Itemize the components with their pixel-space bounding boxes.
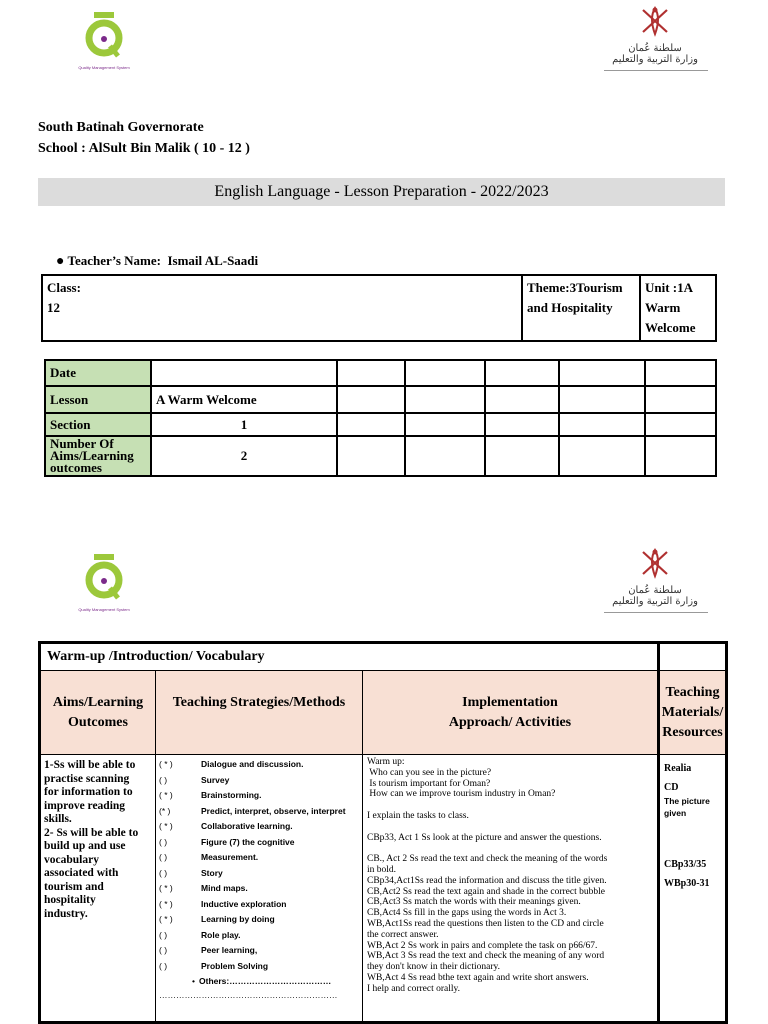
ministry-name-1b: سلطنة عُمان: [628, 585, 682, 596]
strategy-label: Figure (7) the cognitive: [201, 836, 295, 847]
aims-list: [44, 759, 152, 921]
implementation-line: CB., Act 2 Ss read the text and check the meaning of the words: [367, 854, 608, 865]
implementation-line: CBp34,Act1Ss read the information and discuss the title given.: [367, 875, 607, 886]
col-mat-3: Resources: [662, 724, 723, 740]
implementation-line: in bold.: [367, 864, 397, 875]
unit-line-3: Welcome: [645, 320, 696, 335]
stage-title: Warm-up /Introduction/ Vocabulary: [40, 643, 659, 671]
lesson-plan-table: [38, 641, 728, 1024]
implementation-line: [367, 800, 653, 811]
col-aims-header: [40, 671, 156, 755]
ministry-name-1: سلطنة عُمان: [628, 43, 682, 54]
unit-line-1: Unit :1A: [645, 280, 694, 295]
strategy-mark: (* ): [159, 805, 171, 816]
col-aims-1: Aims/Learning: [52, 694, 144, 710]
strategies-cell: [156, 755, 363, 1023]
aim-line: industry.: [44, 907, 88, 920]
strategy-mark: ( ): [159, 836, 168, 847]
strategy-label: Collaborative learning.: [201, 821, 293, 831]
materials-cell: [659, 755, 727, 1023]
strategy-item: [159, 850, 359, 866]
strategy-mark: ( ): [159, 867, 168, 878]
material-picture-1: The picture: [664, 796, 710, 806]
lesson-banner: [38, 178, 725, 206]
quality-logo-caption: Quality Management System: [78, 65, 130, 70]
class-label: Class:: [47, 280, 81, 295]
strategy-label: Inductive exploration: [201, 898, 287, 909]
material-realia: Realia: [664, 763, 692, 774]
implementation-line: Warm up:: [367, 757, 405, 767]
aim-line: practise scanning: [44, 772, 130, 785]
strategy-mark: ( * ): [159, 883, 173, 893]
strategy-item: [159, 928, 359, 944]
aims-count-label-2: Aims/Learning: [50, 448, 134, 463]
class-cell: [42, 275, 522, 341]
col-strategies: Teaching Strategies/Methods: [172, 695, 346, 710]
quality-q-icon: [72, 550, 136, 602]
implementation-line: I help and correct orally.: [367, 983, 461, 994]
material-picture-2: given: [664, 808, 687, 818]
col-impl-1: Implementation: [462, 694, 558, 710]
date-value: [151, 360, 337, 386]
quality-logo-caption-2: Quality Management System: [78, 607, 130, 612]
implementation-line: I explain the tasks to class.: [367, 810, 469, 821]
strategy-item: [159, 866, 359, 882]
aims-count-label-3: outcomes: [50, 460, 102, 475]
theme-line-2: and Hospitality: [527, 300, 613, 315]
strategy-label: Learning by doing: [201, 914, 275, 924]
material-cd: CD: [664, 782, 679, 793]
theme-line-1: Theme:3Tourism: [527, 280, 623, 295]
section-label: Section: [45, 413, 151, 436]
implementation-line: WB,Act 2 Ss work in pairs and complete the task on p66/67.: [367, 940, 598, 951]
implementation-line: WB,Act 4 Ss read bthe text again and write short answers.: [367, 972, 589, 983]
strategies-dots: ………………………………………………………: [159, 989, 338, 1000]
implementation-line: [367, 843, 653, 854]
class-table: [41, 274, 717, 342]
strategy-mark: ( * ): [159, 759, 173, 769]
implementation-line: they don't know in their dictionary.: [367, 962, 501, 973]
aim-line: improve reading: [44, 799, 126, 812]
col-strategies-header: [156, 671, 363, 755]
strategy-item: [159, 804, 359, 820]
strategy-mark: •: [192, 976, 195, 986]
quality-q-icon: [72, 8, 136, 60]
implementation-cell: [363, 755, 659, 1023]
strategy-label: Role play.: [201, 929, 241, 940]
aims-cell: [40, 755, 156, 1023]
unit-line-2: Warm: [645, 300, 681, 315]
school-name: School : AlSult Bin Malik ( 10 - 12 ): [38, 141, 250, 156]
quality-logo: [72, 8, 136, 72]
implementation-line: Who can you see in the picture?: [367, 767, 492, 778]
strategy-label: Predict, interpret, observe, interpret: [201, 805, 346, 816]
strategy-mark: ( ): [159, 929, 168, 940]
unit-cell: [640, 275, 716, 341]
col-impl-2: Approach/ Activities: [448, 714, 572, 730]
strategy-mark: ( ): [159, 774, 168, 785]
strategy-item: [159, 773, 359, 789]
strategy-label: Others:………………………………: [199, 976, 332, 986]
strategy-mark: ( ): [159, 945, 168, 955]
material-cb: CBp33/35: [664, 859, 707, 870]
col-mat-1: Teaching: [665, 684, 720, 700]
strategy-mark: ( * ): [159, 790, 173, 800]
implementation-line: the correct answer.: [367, 929, 439, 940]
ministry-emblem: [600, 4, 710, 68]
implementation-line: Is tourism important for Oman?: [367, 778, 491, 789]
implementation-line: How can we improve tourism industry in Oman?: [367, 789, 556, 800]
strategy-mark: ( ): [159, 960, 168, 971]
implementation-list: [367, 757, 653, 995]
aims-count-value: 2: [151, 436, 337, 476]
lesson-value: A Warm Welcome: [151, 386, 337, 413]
ministry-name-2b: وزارة التربية والتعليم: [612, 596, 698, 607]
implementation-line: CB,Act4 Ss fill in the gaps using the words in Act 3.: [367, 908, 567, 919]
class-value: 12: [47, 300, 60, 315]
strategy-label: Story: [201, 867, 223, 878]
strategy-item: [159, 943, 359, 959]
strategy-label: Problem Solving: [201, 960, 269, 971]
implementation-line: CBp33, Act 1 Ss look at the picture and answer the questions.: [367, 832, 602, 843]
material-wb: WBp30-31: [664, 878, 710, 889]
quality-logo-2: [72, 550, 136, 614]
teacher-label: Teacher’s Name:: [67, 253, 161, 268]
strategy-item: [159, 912, 359, 928]
aim-line: build up and use: [44, 840, 126, 852]
aims-count-label: [45, 436, 151, 476]
date-label: Date: [45, 360, 151, 386]
strategy-label: Survey: [201, 774, 230, 785]
strategy-item: [159, 788, 359, 804]
lesson-label: Lesson: [45, 386, 151, 413]
strategy-item: [159, 881, 359, 897]
implementation-line: CB,Act2 Ss read the text again and shade in the correct bubble: [367, 886, 605, 897]
aim-line: hospitality: [44, 894, 96, 906]
col-aims-2: Outcomes: [68, 714, 128, 730]
teacher-name: Ismail AL-Saadi: [167, 253, 259, 268]
implementation-line: WB,Act1Ss read the questions then listen to the CD and circle: [367, 918, 604, 929]
strategy-item: [159, 835, 359, 851]
strategy-item: [159, 897, 359, 913]
aim-line: vocabulary: [44, 853, 99, 866]
strategy-mark: ( * ): [159, 898, 173, 909]
bullet-icon: ●: [56, 254, 65, 269]
khanjar-emblem-icon: [635, 4, 675, 38]
khanjar-emblem-icon: [635, 546, 675, 580]
aim-line: 2- Ss will be able to: [44, 826, 139, 839]
strategy-label: Mind maps.: [201, 883, 248, 893]
aim-line: skills.: [44, 813, 72, 825]
col-materials-header: [659, 671, 727, 755]
aim-line: associated with: [44, 867, 119, 879]
emblem-underline-2: [604, 612, 708, 613]
aim-line: for information to: [44, 786, 133, 798]
col-implementation-header: [363, 671, 659, 755]
strategy-item: [159, 819, 359, 835]
emblem-underline: [604, 70, 708, 71]
strategy-item: [159, 974, 359, 990]
implementation-line: WB,Act 3 Ss read the text and check the meaning of any word: [367, 951, 605, 962]
strategy-label: Measurement.: [201, 852, 259, 862]
strategy-mark: ( ): [159, 852, 168, 862]
section-value: 1: [151, 413, 337, 436]
strategy-item: [159, 959, 359, 975]
implementation-line: [367, 822, 653, 833]
strategy-label: Dialogue and discussion.: [201, 759, 304, 769]
aim-line: 1-Ss will be able to: [44, 759, 136, 771]
governorate: South Batinah Governorate: [38, 120, 204, 135]
aim-line: tourism and: [44, 880, 104, 893]
ministry-emblem-2: [600, 546, 710, 610]
strategies-list: [159, 757, 359, 990]
ministry-name-2: وزارة التربية والتعليم: [612, 54, 698, 65]
strategy-label: Peer learning,: [201, 945, 258, 955]
strategy-item: [159, 757, 359, 773]
strategy-mark: ( * ): [159, 821, 173, 831]
banner-title: English Language - Lesson Preparation - 2022/2023: [214, 183, 549, 200]
strategy-label: Brainstorming.: [201, 790, 262, 800]
implementation-line: CB,Act3 Ss match the words with their meanings given.: [367, 897, 581, 908]
col-mat-2: Materials/: [661, 704, 724, 720]
teacher-line: [56, 253, 258, 270]
aims-count-label-1: Number Of: [50, 436, 114, 451]
lesson-info-table: [44, 359, 717, 477]
theme-cell: [522, 275, 640, 341]
strategy-mark: ( * ): [159, 914, 173, 924]
